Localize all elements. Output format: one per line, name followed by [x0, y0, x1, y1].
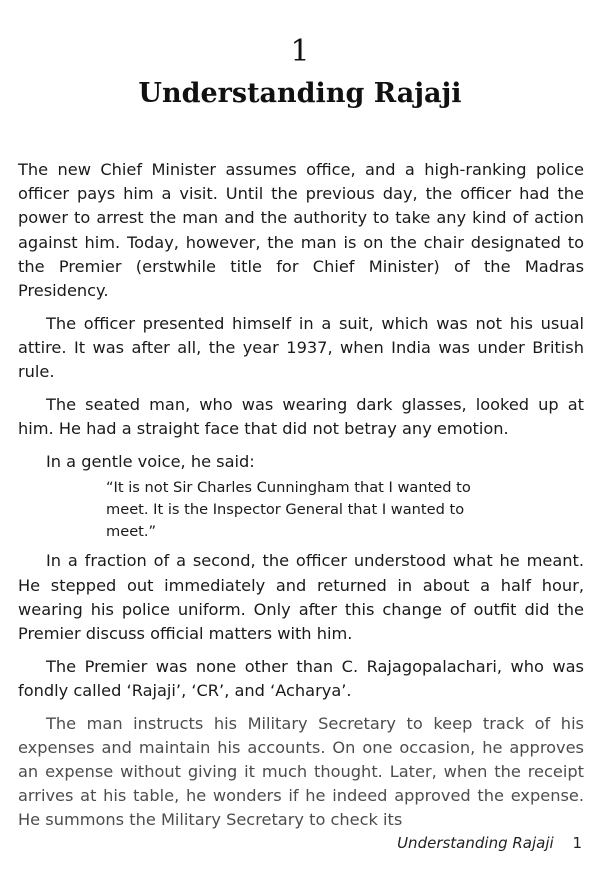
paragraph-military-secretary: The man instructs his Military Secretary to keep track of his expenses and maintain his accounts. On one occasion, he approves an expense without giving it much thought. Later, when the receipt arrives at his table, he wonders if he indeed approved the expense. He summons the Military Secretary to check its: [18, 713, 584, 830]
running-footer: [397, 832, 582, 854]
paragraph-gentle-voice: In a gentle voice, he said:: [46, 451, 255, 471]
paragraph-understood: In a fraction of a second, the officer understood what he meant. He stepped out immediately and returned in about a half hour, wearing his police uniform. Only after this change of outfit did the Premier discuss official matters with him.: [18, 551, 584, 644]
paragraph-opening: The new Chief Minister assumes office, and a high-ranking police officer pays him a visit. Until the previous day, the officer had the power to arrest the man and the authority to take any kind of action against him. Today, however, the man is on the chair designated to the Premier (erstwhile title for Chief Minister) of the Madras Presidency.: [18, 160, 584, 301]
paragraph-premier-identity: The Premier was none other than C. Rajagopalachari, who was fondly called ‘Rajaji’, ‘CR’, and ‘Acharya’.: [18, 656, 584, 700]
chapter-body: [18, 158, 584, 841]
paragraph-seated-man: The seated man, who was wearing dark glasses, looked up at him. He had a straight face that did not betray any emotion.: [18, 394, 584, 439]
paragraph-suit: The officer presented himself in a suit, which was not his usual attire. It was after all, the year 1937, when India was under British rule.: [18, 313, 584, 382]
chapter-number: 1: [290, 34, 310, 69]
page-number: 1: [572, 834, 582, 852]
block-quote: “It is not Sir Charles Cunningham that I wanted to meet. It is the Inspector General that I wanted to meet.”: [106, 479, 471, 541]
footer-running-title: Understanding Rajaji: [397, 834, 554, 852]
chapter-title: Understanding Rajaji: [138, 78, 462, 109]
